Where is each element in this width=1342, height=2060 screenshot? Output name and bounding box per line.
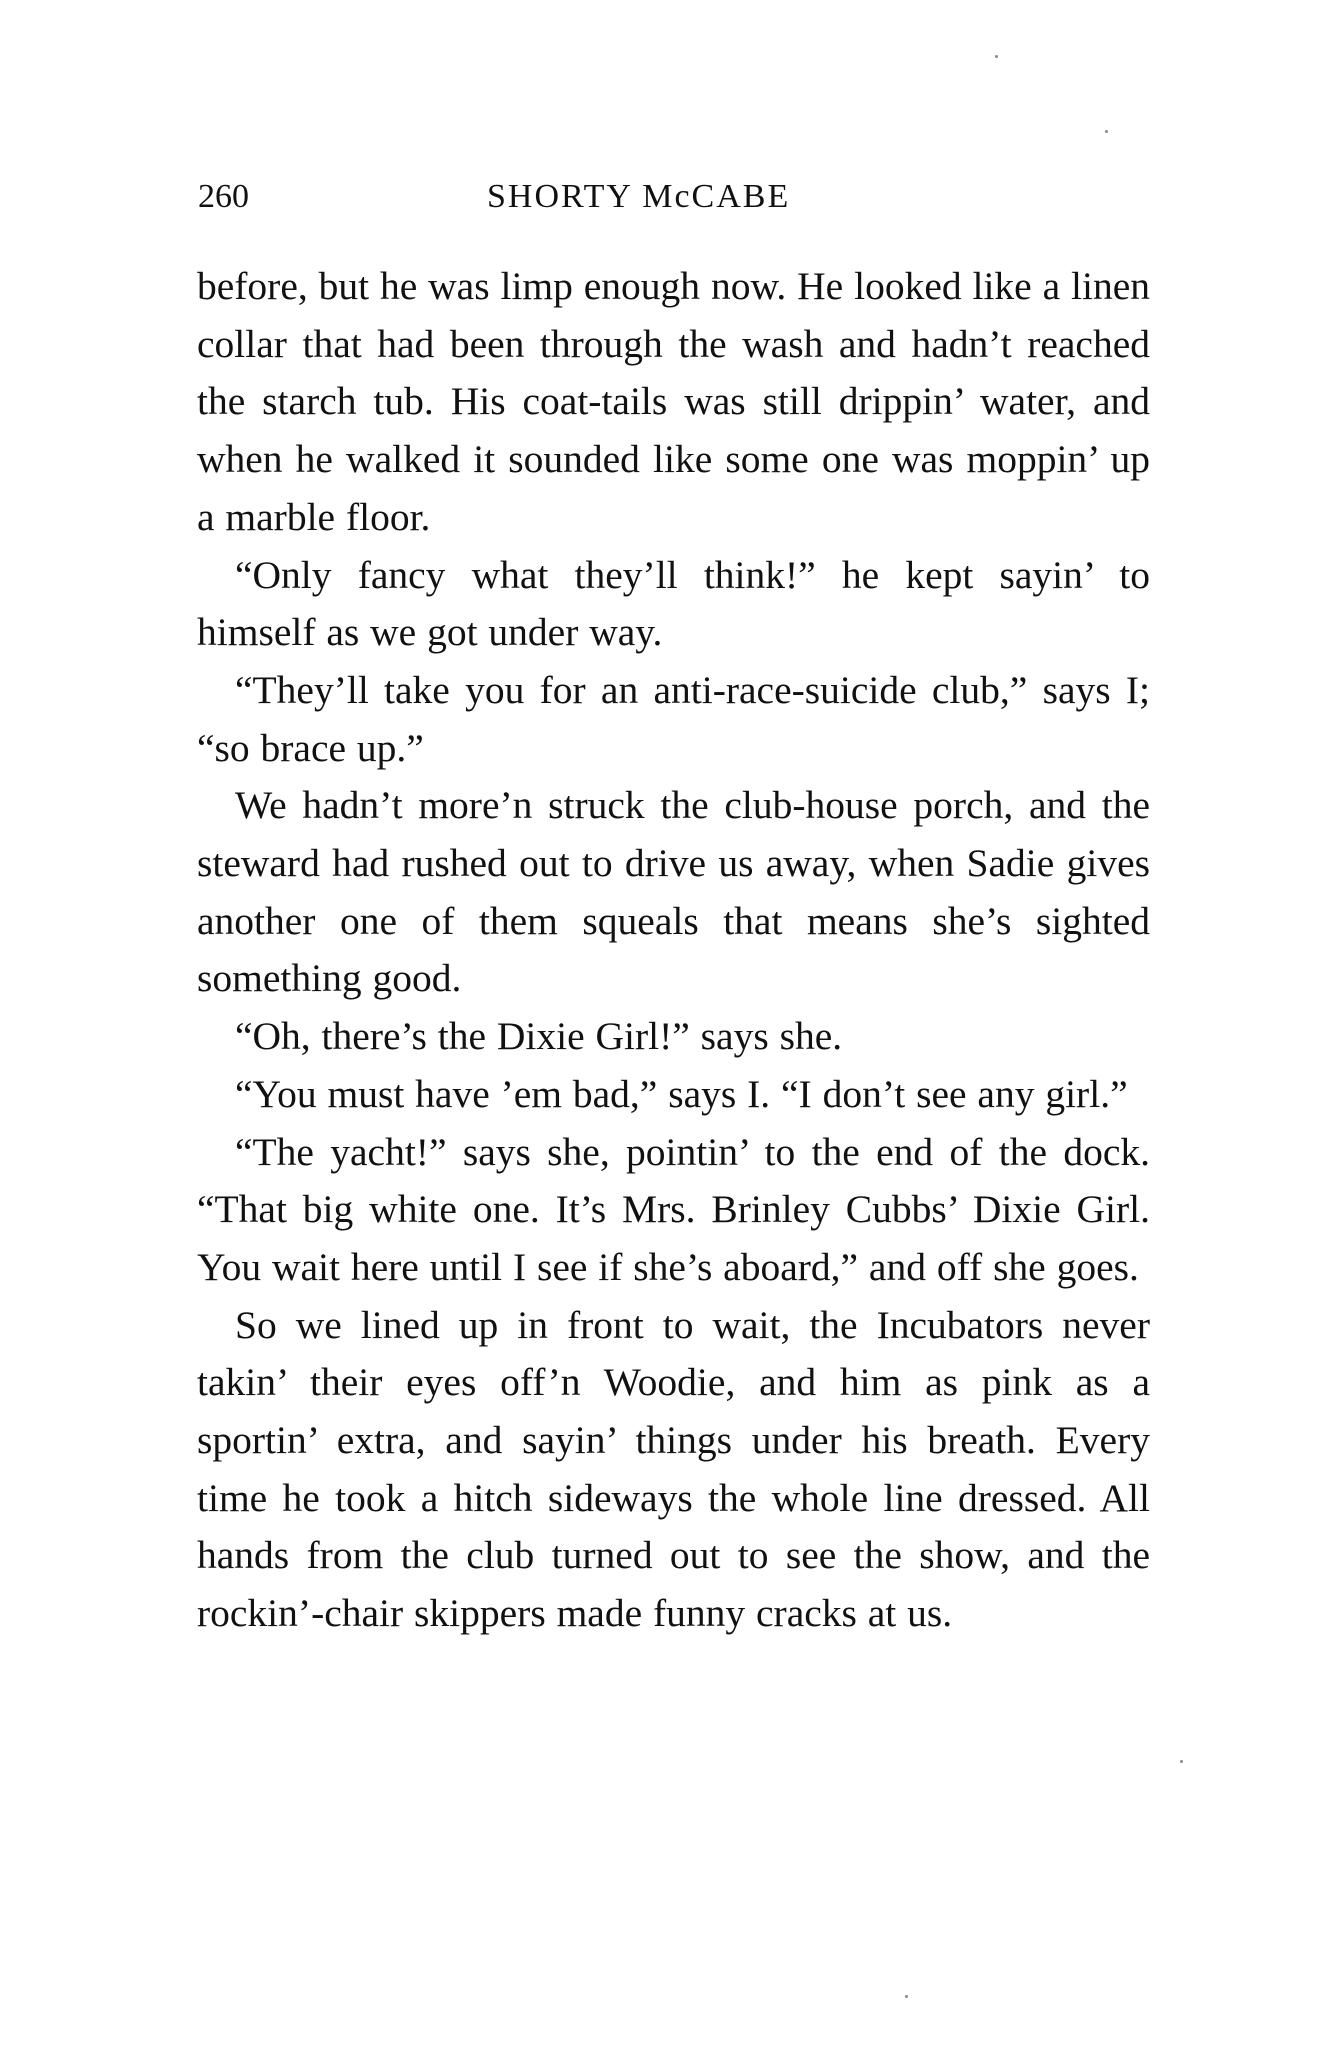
running-title: SHORTY McCABE [487, 178, 791, 215]
paragraph: So we lined up in front to wait, the Incubators never takin’ their eyes off’n Woodie, and him as pink as a sportin’ extra, and sayin’ things under his breath. Every time he took a hitch sideways the whole line dressed. All hands from the club turned out to see the show, and the rockin’-chair skippers made funny cracks at us. [197, 1302, 1150, 1636]
paper-speck [905, 1995, 908, 1998]
paragraph: “Only fancy what they’ll think!” he kept sayin’ to himself as we got under way. [197, 552, 1150, 655]
paper-speck [1180, 1760, 1183, 1763]
paragraph: We hadn’t more’n struck the club-house porch, and the steward had rushed out to drive us away, when Sadie gives another one of them squeals that means she’s sighted something good. [197, 783, 1150, 1001]
body-text [197, 258, 1150, 1643]
paragraph-continued: before, but he was limp enough now. He looked like a linen collar that had been through the wash and hadn’t reached the starch tub. His coat-tails was still drippin’ water, and when he walked it sounded like some one was moppin’ up a marble floor. [197, 264, 1150, 539]
paragraph: “Oh, there’s the Dixie Girl!” says she. [235, 1014, 843, 1059]
paper-speck [1105, 130, 1108, 133]
page-header [198, 178, 1158, 230]
page-number: 260 [198, 178, 249, 215]
paragraph: “The yacht!” says she, pointin’ to the end of the dock. “That big white one. It’s Mrs. Brinley Cubbs’ Dixie Girl. You wait here until I see if she’s aboard,” and off she goes. [197, 1129, 1150, 1289]
paragraph: “They’ll take you for an anti-race-suicide club,” says I; “so brace up.” [197, 667, 1150, 770]
paper-speck [995, 55, 998, 58]
paragraph: “You must have ’em bad,” says I. “I don’t see any girl.” [235, 1071, 1128, 1116]
